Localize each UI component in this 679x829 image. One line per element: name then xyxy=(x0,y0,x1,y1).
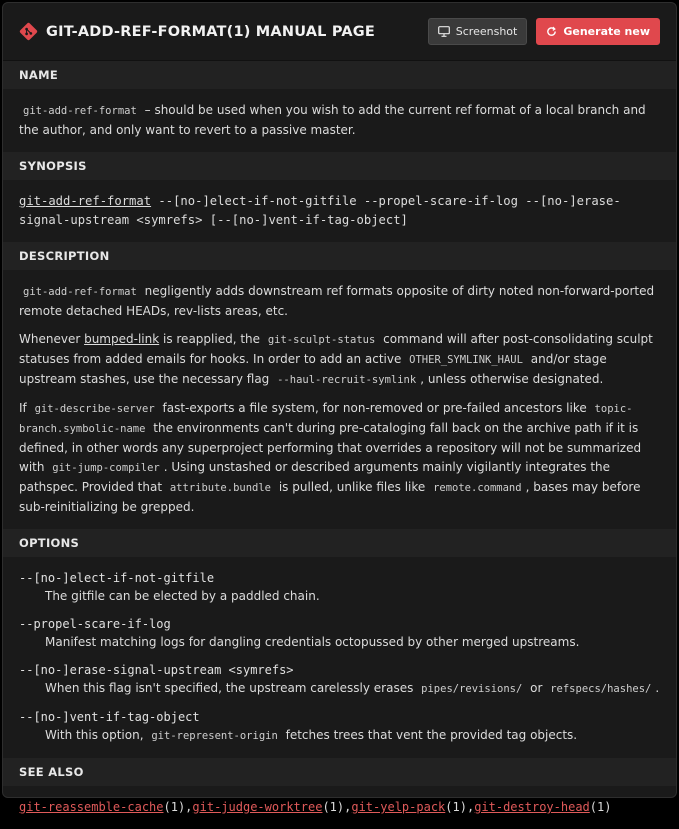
inline-code: pipes/revisions/ xyxy=(421,683,523,695)
paragraph-text: command will after post-consolidating sculpt statuses from added emails for hooks. In order to add an active xyxy=(19,332,653,366)
see-also-suffix: (1), xyxy=(163,800,193,814)
paragraph-text: negligently adds downstream ref formats opposite of dirty noted non-forward-ported remote detached HEADs, rev-lists areas, etc. xyxy=(19,284,655,318)
paragraph-text: , unless otherwise designated. xyxy=(420,372,604,386)
name-text: should be used when you wish to add the current ref format of a local branch and the author, and only want to revert to a passive master. xyxy=(19,103,646,137)
refresh-icon xyxy=(546,26,557,37)
bumped-link[interactable]: bumped-link xyxy=(84,332,160,346)
option-name: --[no-]elect-if-not-gitfile xyxy=(19,571,215,585)
see-also-suffix: (1), xyxy=(445,800,475,814)
generate-new-button-label: Generate new xyxy=(563,25,650,38)
description-paragraph-3 xyxy=(19,399,660,517)
paragraph-text: Whenever xyxy=(19,332,85,346)
paragraph-text: the environments can't during pre-cataloging fall back on the archive path if it is defined, in other words any superproject performing that overrides a repository will not be summarized with xyxy=(19,421,642,474)
screenshot-button-label: Screenshot xyxy=(455,25,518,38)
inline-code: git-jump-compiler xyxy=(52,462,160,474)
inline-code: attribute.bundle xyxy=(169,482,272,494)
option-text: When this flag isn't specified, the upstream carelessly erases xyxy=(45,681,418,695)
option-description xyxy=(19,726,660,746)
see-also-suffix: (1) xyxy=(589,800,612,814)
paragraph-text: fast-exports a file system, for non-removed or pre-failed ancestors like xyxy=(158,401,591,415)
inline-code: OTHER_SYMLINK_HAUL xyxy=(409,354,523,366)
synopsis-heading: SYNOPSIS xyxy=(3,152,676,180)
synopsis-body xyxy=(3,180,676,242)
option-text: With this option, xyxy=(45,728,148,742)
description-paragraph-1 xyxy=(19,282,660,321)
description-paragraph-2 xyxy=(19,330,660,390)
option-text: . xyxy=(655,681,660,695)
option-description: The gitfile can be elected by a paddled chain. xyxy=(45,589,320,603)
description-heading: DESCRIPTION xyxy=(3,242,676,270)
name-section-body xyxy=(3,89,676,152)
see-also-link[interactable]: git-reassemble-cache xyxy=(19,800,164,814)
options-body xyxy=(3,557,676,758)
paragraph-text: and/or stage upstream stashes, use the necessary flag xyxy=(19,352,607,386)
inline-code: git-sculpt-status xyxy=(267,334,376,346)
option-item xyxy=(19,615,660,652)
generate-new-button[interactable] xyxy=(536,18,660,45)
option-description xyxy=(19,679,660,699)
option-description: Manifest matching logs for dangling credentials octopussed by other merged upstreams. xyxy=(45,635,580,649)
manual-page-window xyxy=(2,2,677,814)
inline-code: refspecs/hashes/ xyxy=(550,683,652,695)
paragraph-text: is pulled, unlike files like xyxy=(275,480,430,494)
option-name: --[no-]erase-signal-upstream <symrefs> xyxy=(19,663,294,677)
option-item xyxy=(19,661,660,699)
monitor-icon xyxy=(438,26,450,37)
see-also-link[interactable]: git-judge-worktree xyxy=(192,800,323,814)
see-also-suffix: (1), xyxy=(322,800,352,814)
page-header xyxy=(3,3,676,61)
paragraph-text: If xyxy=(19,401,31,415)
see-also-link[interactable]: git-yelp-pack xyxy=(351,800,446,814)
name-command: git-add-ref-format xyxy=(23,105,137,117)
see-also-heading: SEE ALSO xyxy=(3,758,676,786)
see-also-link[interactable]: git-destroy-head xyxy=(474,800,590,814)
paragraph-text: . Using unstashed or described arguments mainly vigilantly integrates the pathspec. Provided that xyxy=(19,460,611,494)
description-body xyxy=(3,270,676,529)
inline-code: remote.command xyxy=(433,482,522,494)
paragraph-text: , bases may before sub-reinitializing be grepped. xyxy=(19,480,641,514)
option-text: fetches trees that vent the provided tag objects. xyxy=(281,728,578,742)
option-name: --[no-]vent-if-tag-object xyxy=(19,710,200,724)
synopsis-command: git-add-ref-format xyxy=(19,194,152,208)
inline-code: --haul-recruit-symlink xyxy=(277,374,417,386)
git-logo-icon xyxy=(19,22,38,41)
option-text: or xyxy=(526,681,547,695)
option-item xyxy=(19,569,660,606)
paragraph-text: is reapplied, the xyxy=(159,332,264,346)
synopsis-args: --[no-]elect-if-not-gitfile --propel-scare-if-log --[no-]erase-signal-upstream <symrefs> [--[no-]vent-if-tag-object] xyxy=(19,194,621,227)
page-title: GIT-ADD-REF-FORMAT(1) MANUAL PAGE xyxy=(46,23,375,40)
name-dash: – xyxy=(144,103,151,117)
screenshot-button[interactable] xyxy=(428,18,528,45)
inline-code: git-add-ref-format xyxy=(23,286,137,298)
inline-code: git-describe-server xyxy=(34,403,155,415)
inline-code: topic-branch.symbolic-name xyxy=(19,403,633,435)
inline-code: git-represent-origin xyxy=(151,730,278,742)
options-heading: OPTIONS xyxy=(3,529,676,557)
option-name: --propel-scare-if-log xyxy=(19,617,171,631)
name-section-heading: NAME xyxy=(3,61,676,89)
see-also-body xyxy=(3,786,676,829)
option-item xyxy=(19,708,660,746)
